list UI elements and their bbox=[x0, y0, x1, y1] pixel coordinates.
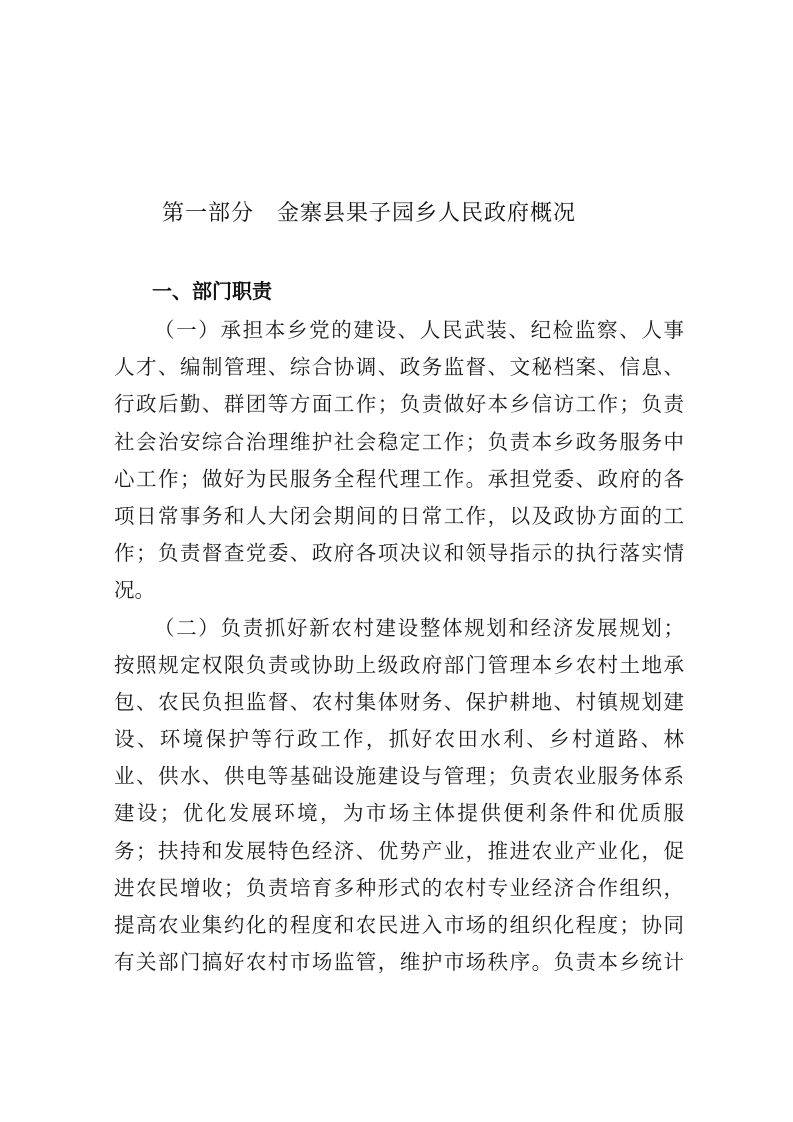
paragraph-line: （一）承担本乡党的建设、人民武装、纪检监察、人事 bbox=[154, 318, 684, 342]
paragraph-line: 人才、编制管理、综合协调、政务监督、文秘档案、信息、 bbox=[114, 355, 684, 380]
paragraph-line: 务；扶持和发展特色经济、优势产业，推进农业产业化，促 bbox=[114, 838, 684, 863]
paragraph-line: 进农民增收；负责培育多种形式的农村专业经济合作组织， bbox=[114, 875, 684, 900]
paragraph-1 bbox=[114, 312, 684, 610]
paragraph-line: 有关部门搞好农村市场监管，维护市场秩序。负责本乡统计 bbox=[114, 950, 684, 975]
paragraph-2 bbox=[114, 610, 684, 982]
paragraph-line: 设、环境保护等行政工作，抓好农田水利、乡村道路、林 bbox=[114, 727, 684, 752]
body-text bbox=[114, 312, 684, 981]
paragraph-line: 业、供水、供电等基础设施建设与管理；负责农业服务体系 bbox=[114, 764, 684, 789]
paragraph-line: 行政后勤、群团等方面工作；负责做好本乡信访工作；负责 bbox=[114, 392, 684, 417]
paragraph-line: 项日常事务和人大闭会期间的日常工作，以及政协方面的工 bbox=[114, 503, 684, 528]
paragraph-line: 况。 bbox=[114, 578, 155, 603]
paragraph-line: 社会治安综合治理维护社会稳定工作；负责本乡政务服务中 bbox=[114, 429, 684, 454]
paragraph-line: （二）负责抓好新农村建设整体规划和经济发展规划； bbox=[154, 615, 684, 640]
paragraph-line: 按照规定权限负责或协助上级政府部门管理本乡农村土地承 bbox=[114, 652, 684, 677]
paragraph-line: 心工作；做好为民服务全程代理工作。承担党委、政府的各 bbox=[114, 466, 684, 491]
paragraph-line: 包、农民负担监督、农村集体财务、保护耕地、村镇规划建 bbox=[114, 689, 684, 714]
paragraph-line: 建设；优化发展环境，为市场主体提供便利条件和优质服 bbox=[114, 801, 684, 826]
paragraph-line: 作；负责督查党委、政府各项决议和领导指示的执行落实情 bbox=[114, 541, 684, 566]
paragraph-line: 提高农业集约化的程度和农民进入市场的组织化程度；协同 bbox=[114, 913, 684, 937]
document-title: 第一部分 金寨县果子园乡人民政府概况 bbox=[162, 201, 577, 226]
section-heading: 一、部门职责 bbox=[152, 279, 272, 303]
